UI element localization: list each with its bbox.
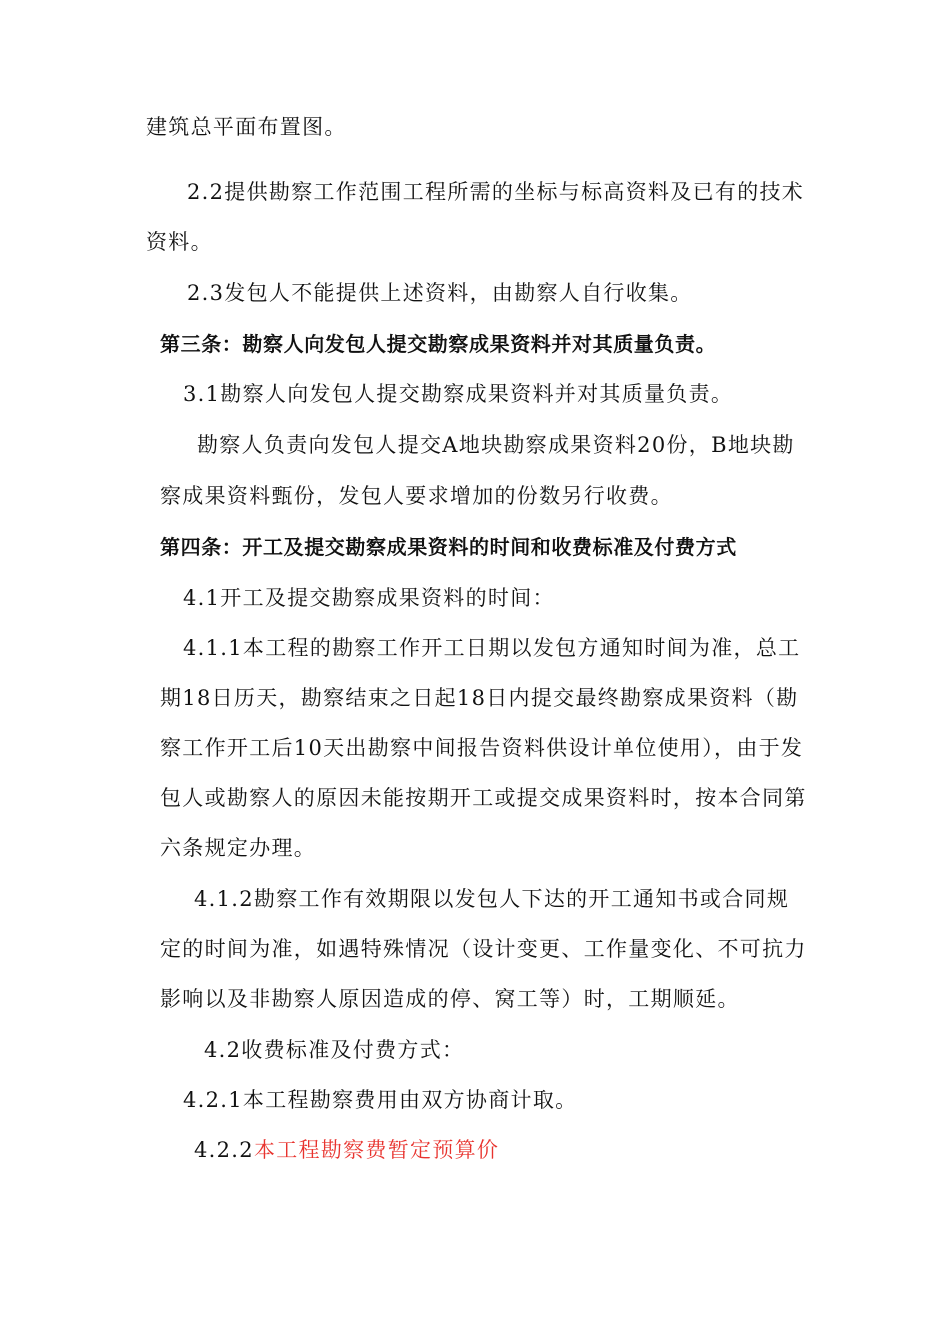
section-heading: 第三条：勘察人向发包人提交勘察成果资料并对其质量负责。: [160, 332, 717, 356]
paragraph-line: 建筑总平面布置图。: [146, 115, 347, 139]
paragraph-line: 4.2收费标准及付费方式：: [204, 1038, 465, 1062]
paragraph-line: 2.3发包人不能提供上述资料，由勘察人自行收集。: [187, 281, 693, 305]
paragraph-line: 4.2.1本工程勘察费用由双方协商计取。: [183, 1088, 578, 1112]
paragraph-line: 资料。: [146, 230, 213, 254]
paragraph-line: 六条规定办理。: [160, 836, 317, 860]
paragraph-line: 察工作开工后10天出勘察中间报告资料供设计单位使用），由于发: [160, 736, 804, 760]
paragraph-line: 3.1勘察人向发包人提交勘察成果资料并对其质量负责。: [183, 382, 734, 406]
paragraph-line: 定的时间为准，如遇特殊情况（设计变更、工作量变化、不可抗力: [160, 937, 807, 961]
section-heading: 第四条：开工及提交勘察成果资料的时间和收费标准及付费方式: [160, 535, 737, 559]
clause-number: 4.2.2: [194, 1138, 254, 1162]
paragraph-line: [194, 1135, 499, 1165]
paragraph-line: 4.1开工及提交勘察成果资料的时间：: [183, 586, 555, 610]
highlighted-text: 本工程勘察费暂定预算价: [253, 1138, 500, 1162]
paragraph-line: 4.1.2勘察工作有效期限以发包人下达的开工通知书或合同规: [194, 887, 790, 911]
paragraph-line: 4.1.1本工程的勘察工作开工日期以发包方通知时间为准，总工: [183, 636, 801, 660]
paragraph-line: 影响以及非勘察人原因造成的停、窝工等）时，工期顺延。: [160, 987, 740, 1011]
paragraph-line: 期18日历天，勘察结束之日起18日内提交最终勘察成果资料（勘: [160, 686, 799, 710]
paragraph-line: 察成果资料甄份，发包人要求增加的份数另行收费。: [160, 484, 673, 508]
paragraph-line: 勘察人负责向发包人提交A地块勘察成果资料20份，B地块勘: [197, 433, 795, 457]
paragraph-line: 包人或勘察人的原因未能按期开工或提交成果资料时，按本合同第: [160, 786, 807, 810]
paragraph-line: 2.2提供勘察工作范围工程所需的坐标与标高资料及已有的技术: [187, 180, 805, 204]
